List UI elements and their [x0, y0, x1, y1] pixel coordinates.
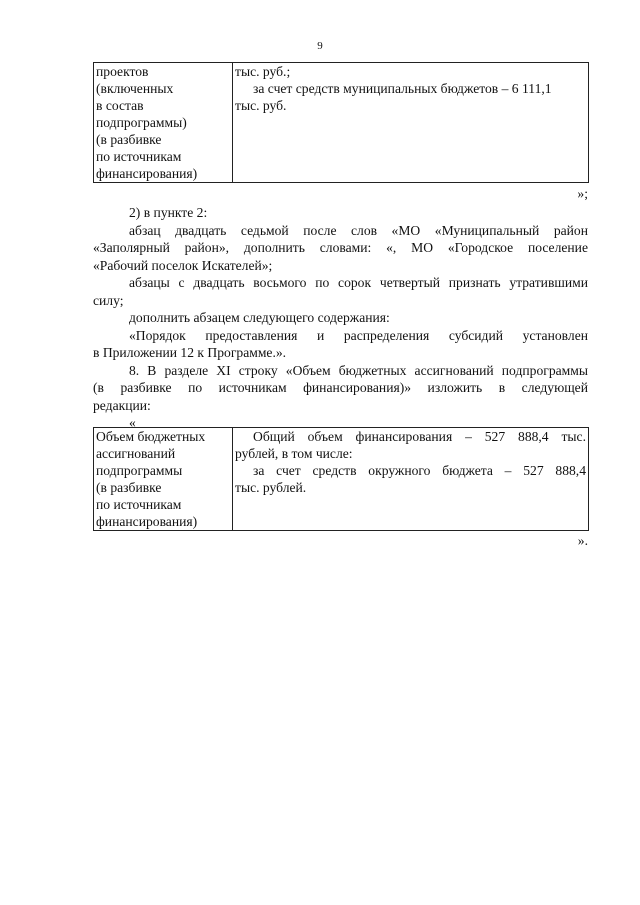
paragraph-line: (в разбивке по источникам финансирования)» изложить в следующей [93, 380, 588, 395]
cell-line: финансирования) [96, 166, 198, 181]
cell-line: подпрограммы) [96, 115, 187, 130]
table-cell-label [94, 428, 233, 531]
cell-line: подпрограммы [96, 463, 183, 478]
cell-line: по источникам [96, 149, 182, 164]
cell-line: (в разбивке [96, 132, 162, 147]
paragraph-line: «Заполярный район», дополнить словами: «, МО «Городское поселение [93, 240, 588, 255]
cell-line: в состав [96, 98, 144, 113]
table-cell-label [94, 63, 233, 183]
document-body [93, 204, 588, 432]
table-row [94, 63, 589, 183]
opening-quote: « [129, 415, 136, 430]
paragraph-line: «Порядок предоставления и распределения субсидий установлен [129, 327, 588, 343]
paragraph-line: абзац двадцать седьмой после слов «МО «Муниципальный район [129, 222, 588, 238]
page-number: 9 [317, 40, 323, 52]
cell-line: за счет средств окружного бюджета – 527 888,4 [253, 463, 586, 478]
paragraph-line: силу; [93, 292, 124, 308]
cell-line: (в разбивке [96, 480, 162, 495]
cell-line: тыс. рублей. [235, 480, 307, 495]
cell-line: ассигнований [96, 446, 176, 461]
cell-line: по источникам [96, 497, 182, 512]
cell-line: проектов [96, 64, 149, 79]
table-cell-value [233, 63, 589, 183]
paragraph-line: в Приложении 12 к Программе.». [93, 345, 287, 360]
table-budget [93, 427, 589, 531]
cell-line: (включенных [96, 81, 174, 96]
paragraph-line: редакции: [93, 397, 151, 413]
closing-quote: ». [577, 533, 588, 548]
table-continuation [93, 62, 589, 183]
cell-line: Объем бюджетных [96, 429, 206, 444]
paragraph-line: «Рабочий поселок Искателей»; [93, 257, 273, 273]
cell-line: рублей, в том числе: [235, 446, 353, 461]
cell-line: тыс. руб. [235, 98, 287, 113]
cell-line: Общий объем финансирования – 527 888,4 тыс. [253, 429, 586, 444]
paragraph-line: абзацы с двадцать восьмого по сорок четвертый признать утратившими [129, 275, 588, 290]
paragraph-line: 8. В разделе XI строку «Объем бюджетных ассигнований подпрограммы [129, 362, 588, 378]
cell-line: финансирования) [96, 514, 198, 529]
cell-line: тыс. руб.; [235, 64, 291, 79]
paragraph: дополнить абзацем следующего содержания: [129, 310, 390, 325]
table-cell-value [233, 428, 589, 531]
closing-quote: »; [577, 186, 588, 201]
table-row [94, 428, 589, 531]
paragraph: 2) в пункте 2: [129, 205, 208, 220]
cell-line: за счет средств муниципальных бюджетов – 6 111,1 [253, 81, 552, 96]
